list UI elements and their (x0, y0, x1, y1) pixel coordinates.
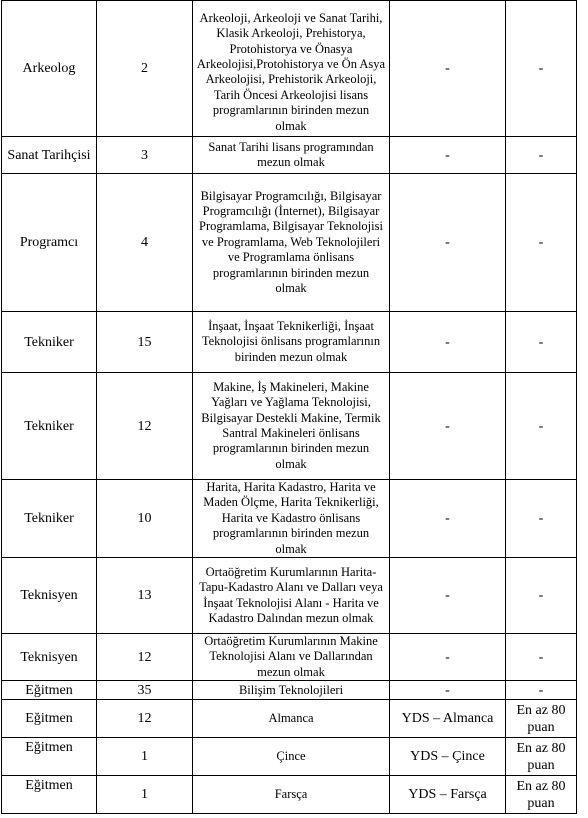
table-row (2, 137, 577, 174)
requirement-cell: Arkeoloji, Arkeoloji ve Sanat Tarihi, Klasik Arkeoloji, Prehistorya, Protohistorya ve Önasya Arkeolojisi,Protohistorya ve Ön Asya Arkeolojisi, Prehistorik Arkeoloji, Tarih Öncesi Arkeolojisi lisans programlarının birinden mezun olmak (193, 1, 390, 137)
requirement-cell: Bilgisayar Programcılığı, Bilgisayar Programcılığı (İnternet), Bilgisayar Programlama, Bilgisayar Teknolojisi ve Programlama, Web Teknolojileri ve Programlama önlisans programlarının birinden mezun olmak (193, 174, 390, 312)
score-cell: En az 80 puan (506, 738, 577, 776)
position-cell: Tekniker (2, 373, 97, 480)
requirement-cell: Makine, İş Makineleri, Makine Yağları ve Yağlama Teknolojisi, Bilgisayar Destekli Makine, Termik Santral Makineleri önlisans programlarının birinden mezun olmak (193, 373, 390, 480)
count-cell: 12 (97, 373, 193, 480)
language-cell: - (390, 681, 506, 700)
count-cell: 3 (97, 137, 193, 174)
requirement-cell: Harita, Harita Kadastro, Harita ve Maden Ölçme, Harita Teknikerliği, Harita ve Kadastro önlisans programlarının birinden mezun olmak (193, 480, 390, 558)
language-cell: - (390, 634, 506, 681)
score-cell: - (506, 373, 577, 480)
language-cell: - (390, 558, 506, 634)
table-row (2, 480, 577, 558)
score-cell: - (506, 681, 577, 700)
count-cell: 2 (97, 1, 193, 137)
language-cell: - (390, 137, 506, 174)
count-cell: 15 (97, 312, 193, 373)
position-cell: Sanat Tarihçisi (2, 137, 97, 174)
requirement-cell: Farsça (193, 776, 390, 814)
position-cell: Tekniker (2, 480, 97, 558)
requirement-cell: Ortaöğretim Kurumlarının Makine Teknolojisi Alanı ve Dallarından mezun olmak (193, 634, 390, 681)
table-row (2, 700, 577, 738)
requirement-cell: Almanca (193, 700, 390, 738)
table-row (2, 776, 577, 814)
count-cell: 35 (97, 681, 193, 700)
table-row (2, 373, 577, 480)
count-cell: 12 (97, 700, 193, 738)
score-cell: - (506, 174, 577, 312)
language-cell: - (390, 174, 506, 312)
score-cell: - (506, 480, 577, 558)
language-cell: - (390, 312, 506, 373)
recruitment-table (1, 0, 577, 814)
score-cell: - (506, 1, 577, 137)
score-cell: - (506, 137, 577, 174)
position-cell: Arkeolog (2, 1, 97, 137)
position-cell: Teknisyen (2, 558, 97, 634)
table-row (2, 558, 577, 634)
count-cell: 1 (97, 776, 193, 814)
position-cell: Eğitmen (2, 738, 97, 776)
table-row (2, 738, 577, 776)
requirement-cell: İnşaat, İnşaat Teknikerliği, İnşaat Teknolojisi önlisans programlarının birinden mezun olmak (193, 312, 390, 373)
language-cell: - (390, 373, 506, 480)
position-cell: Tekniker (2, 312, 97, 373)
score-cell: En az 80 puan (506, 776, 577, 814)
language-cell: YDS – Çince (390, 738, 506, 776)
score-cell: - (506, 634, 577, 681)
table-row (2, 634, 577, 681)
score-cell: - (506, 558, 577, 634)
count-cell: 13 (97, 558, 193, 634)
language-cell: YDS – Farsça (390, 776, 506, 814)
position-cell: Eğitmen (2, 681, 97, 700)
table-row (2, 681, 577, 700)
language-cell: - (390, 480, 506, 558)
count-cell: 10 (97, 480, 193, 558)
recruitment-table-body (2, 1, 577, 814)
count-cell: 1 (97, 738, 193, 776)
position-cell: Teknisyen (2, 634, 97, 681)
score-cell: - (506, 312, 577, 373)
requirement-cell: Sanat Tarihi lisans programından mezun olmak (193, 137, 390, 174)
requirement-cell: Ortaöğretim Kurumlarının Harita-Tapu-Kadastro Alanı ve Dalları veya İnşaat Teknolojisi Alanı - Harita ve Kadastro Dalından mezun olmak (193, 558, 390, 634)
table-row (2, 174, 577, 312)
position-cell: Programcı (2, 174, 97, 312)
table-row (2, 312, 577, 373)
requirement-cell: Bilişim Teknolojileri (193, 681, 390, 700)
language-cell: YDS – Almanca (390, 700, 506, 738)
table-row (2, 1, 577, 137)
language-cell: - (390, 1, 506, 137)
requirement-cell: Çince (193, 738, 390, 776)
count-cell: 4 (97, 174, 193, 312)
position-cell: Eğitmen (2, 700, 97, 738)
position-cell: Eğitmen (2, 776, 97, 814)
score-cell: En az 80 puan (506, 700, 577, 738)
count-cell: 12 (97, 634, 193, 681)
